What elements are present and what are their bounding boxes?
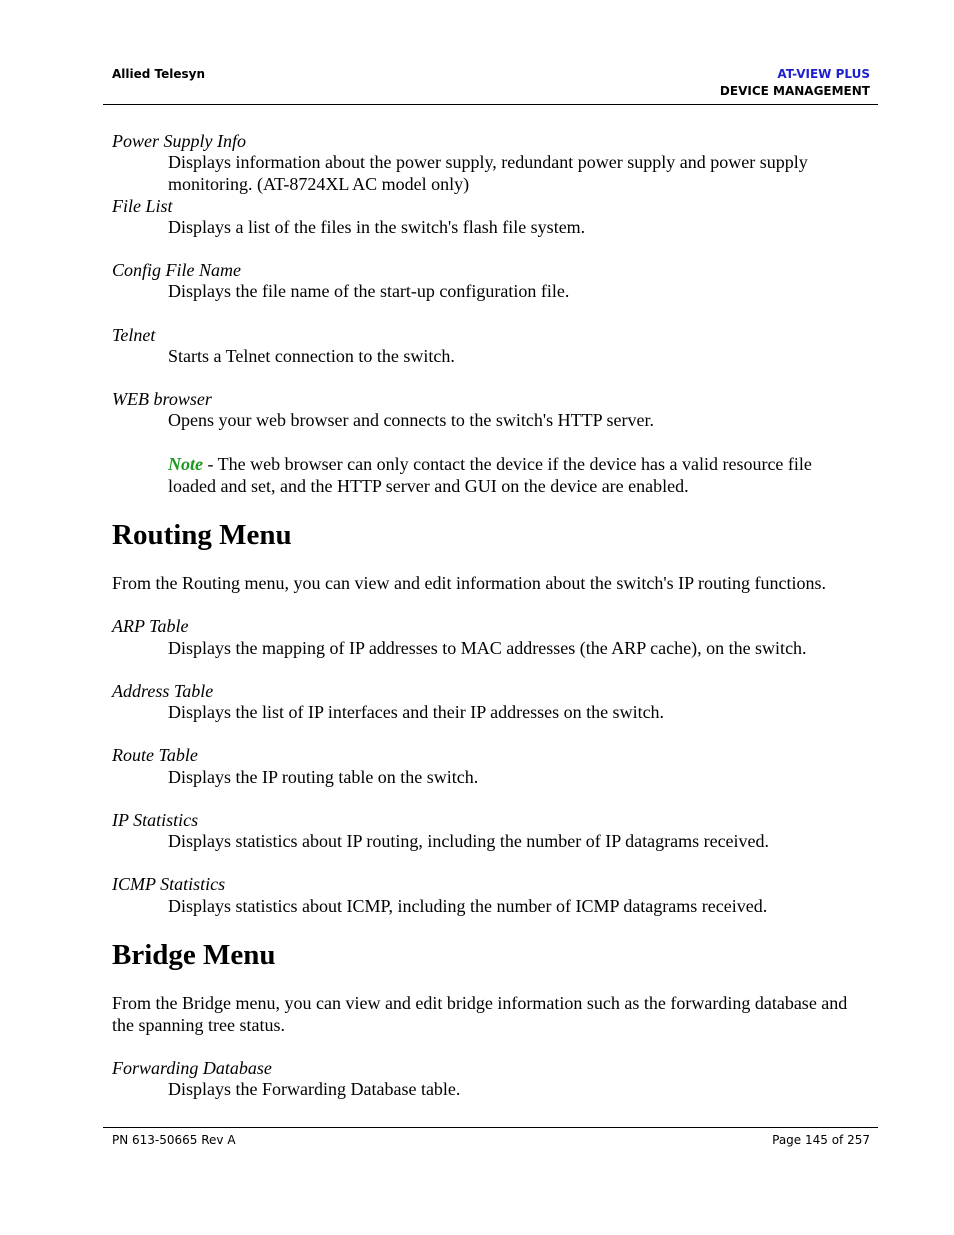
desc-config-file-name: Displays the file name of the start-up configuration file. xyxy=(168,281,570,301)
bridge-menu-heading: Bridge Menu xyxy=(112,939,276,971)
term-config-file-name: Config File Name xyxy=(112,260,241,280)
term-telnet: Telnet xyxy=(112,325,156,345)
desc-address-table: Displays the list of IP interfaces and their IP addresses on the switch. xyxy=(168,702,665,722)
term-file-list: File List xyxy=(112,196,173,216)
company-name: Allied Telesyn xyxy=(112,67,206,81)
term-arp-table: ARP Table xyxy=(112,616,189,636)
header-divider xyxy=(103,104,878,105)
term-power-supply-info: Power Supply Info xyxy=(112,131,246,151)
page-number: Page 145 of 257 xyxy=(772,1133,870,1147)
term-route-table: Route Table xyxy=(112,745,198,765)
desc-file-list: Displays a list of the files in the switch's flash file system. xyxy=(168,217,586,237)
term-address-table: Address Table xyxy=(112,681,214,701)
desc-icmp-statistics: Displays statistics about ICMP, including the number of ICMP datagrams received. xyxy=(168,896,768,916)
term-web-browser: WEB browser xyxy=(112,389,212,409)
header-titles xyxy=(720,66,870,100)
bridge-intro: From the Bridge menu, you can view and edit bridge information such as the forwarding database and the spanning tree status. xyxy=(112,993,848,1035)
term-forwarding-database: Forwarding Database xyxy=(112,1058,272,1078)
desc-forwarding-database: Displays the Forwarding Database table. xyxy=(168,1079,461,1099)
part-number: PN 613-50665 Rev A xyxy=(112,1133,236,1147)
note-text: - The web browser can only contact the device if the device has a valid resource file loaded and set, and the HTTP server and GUI on the device are enabled. xyxy=(168,454,812,496)
note-label: Note xyxy=(168,454,203,474)
desc-route-table: Displays the IP routing table on the switch. xyxy=(168,767,479,787)
desc-telnet: Starts a Telnet connection to the switch. xyxy=(168,346,455,366)
desc-ip-statistics: Displays statistics about IP routing, including the number of IP datagrams received. xyxy=(168,831,770,851)
footer-divider xyxy=(103,1127,878,1128)
term-icmp-statistics: ICMP Statistics xyxy=(112,874,226,894)
desc-arp-table: Displays the mapping of IP addresses to MAC addresses (the ARP cache), on the switch. xyxy=(168,638,807,658)
note-paragraph xyxy=(168,453,858,497)
desc-web-browser: Opens your web browser and connects to the switch's HTTP server. xyxy=(168,410,654,430)
term-ip-statistics: IP Statistics xyxy=(112,810,199,830)
routing-menu-heading: Routing Menu xyxy=(112,519,292,551)
desc-power-supply-info: Displays information about the power supply, redundant power supply and power supply monitoring. (AT-8724XL AC model only) xyxy=(168,152,808,194)
product-title: AT-VIEW PLUS xyxy=(777,67,870,81)
routing-intro: From the Routing menu, you can view and edit information about the switch's IP routing functions. xyxy=(112,573,826,593)
section-title: DEVICE MANAGEMENT xyxy=(719,84,870,98)
